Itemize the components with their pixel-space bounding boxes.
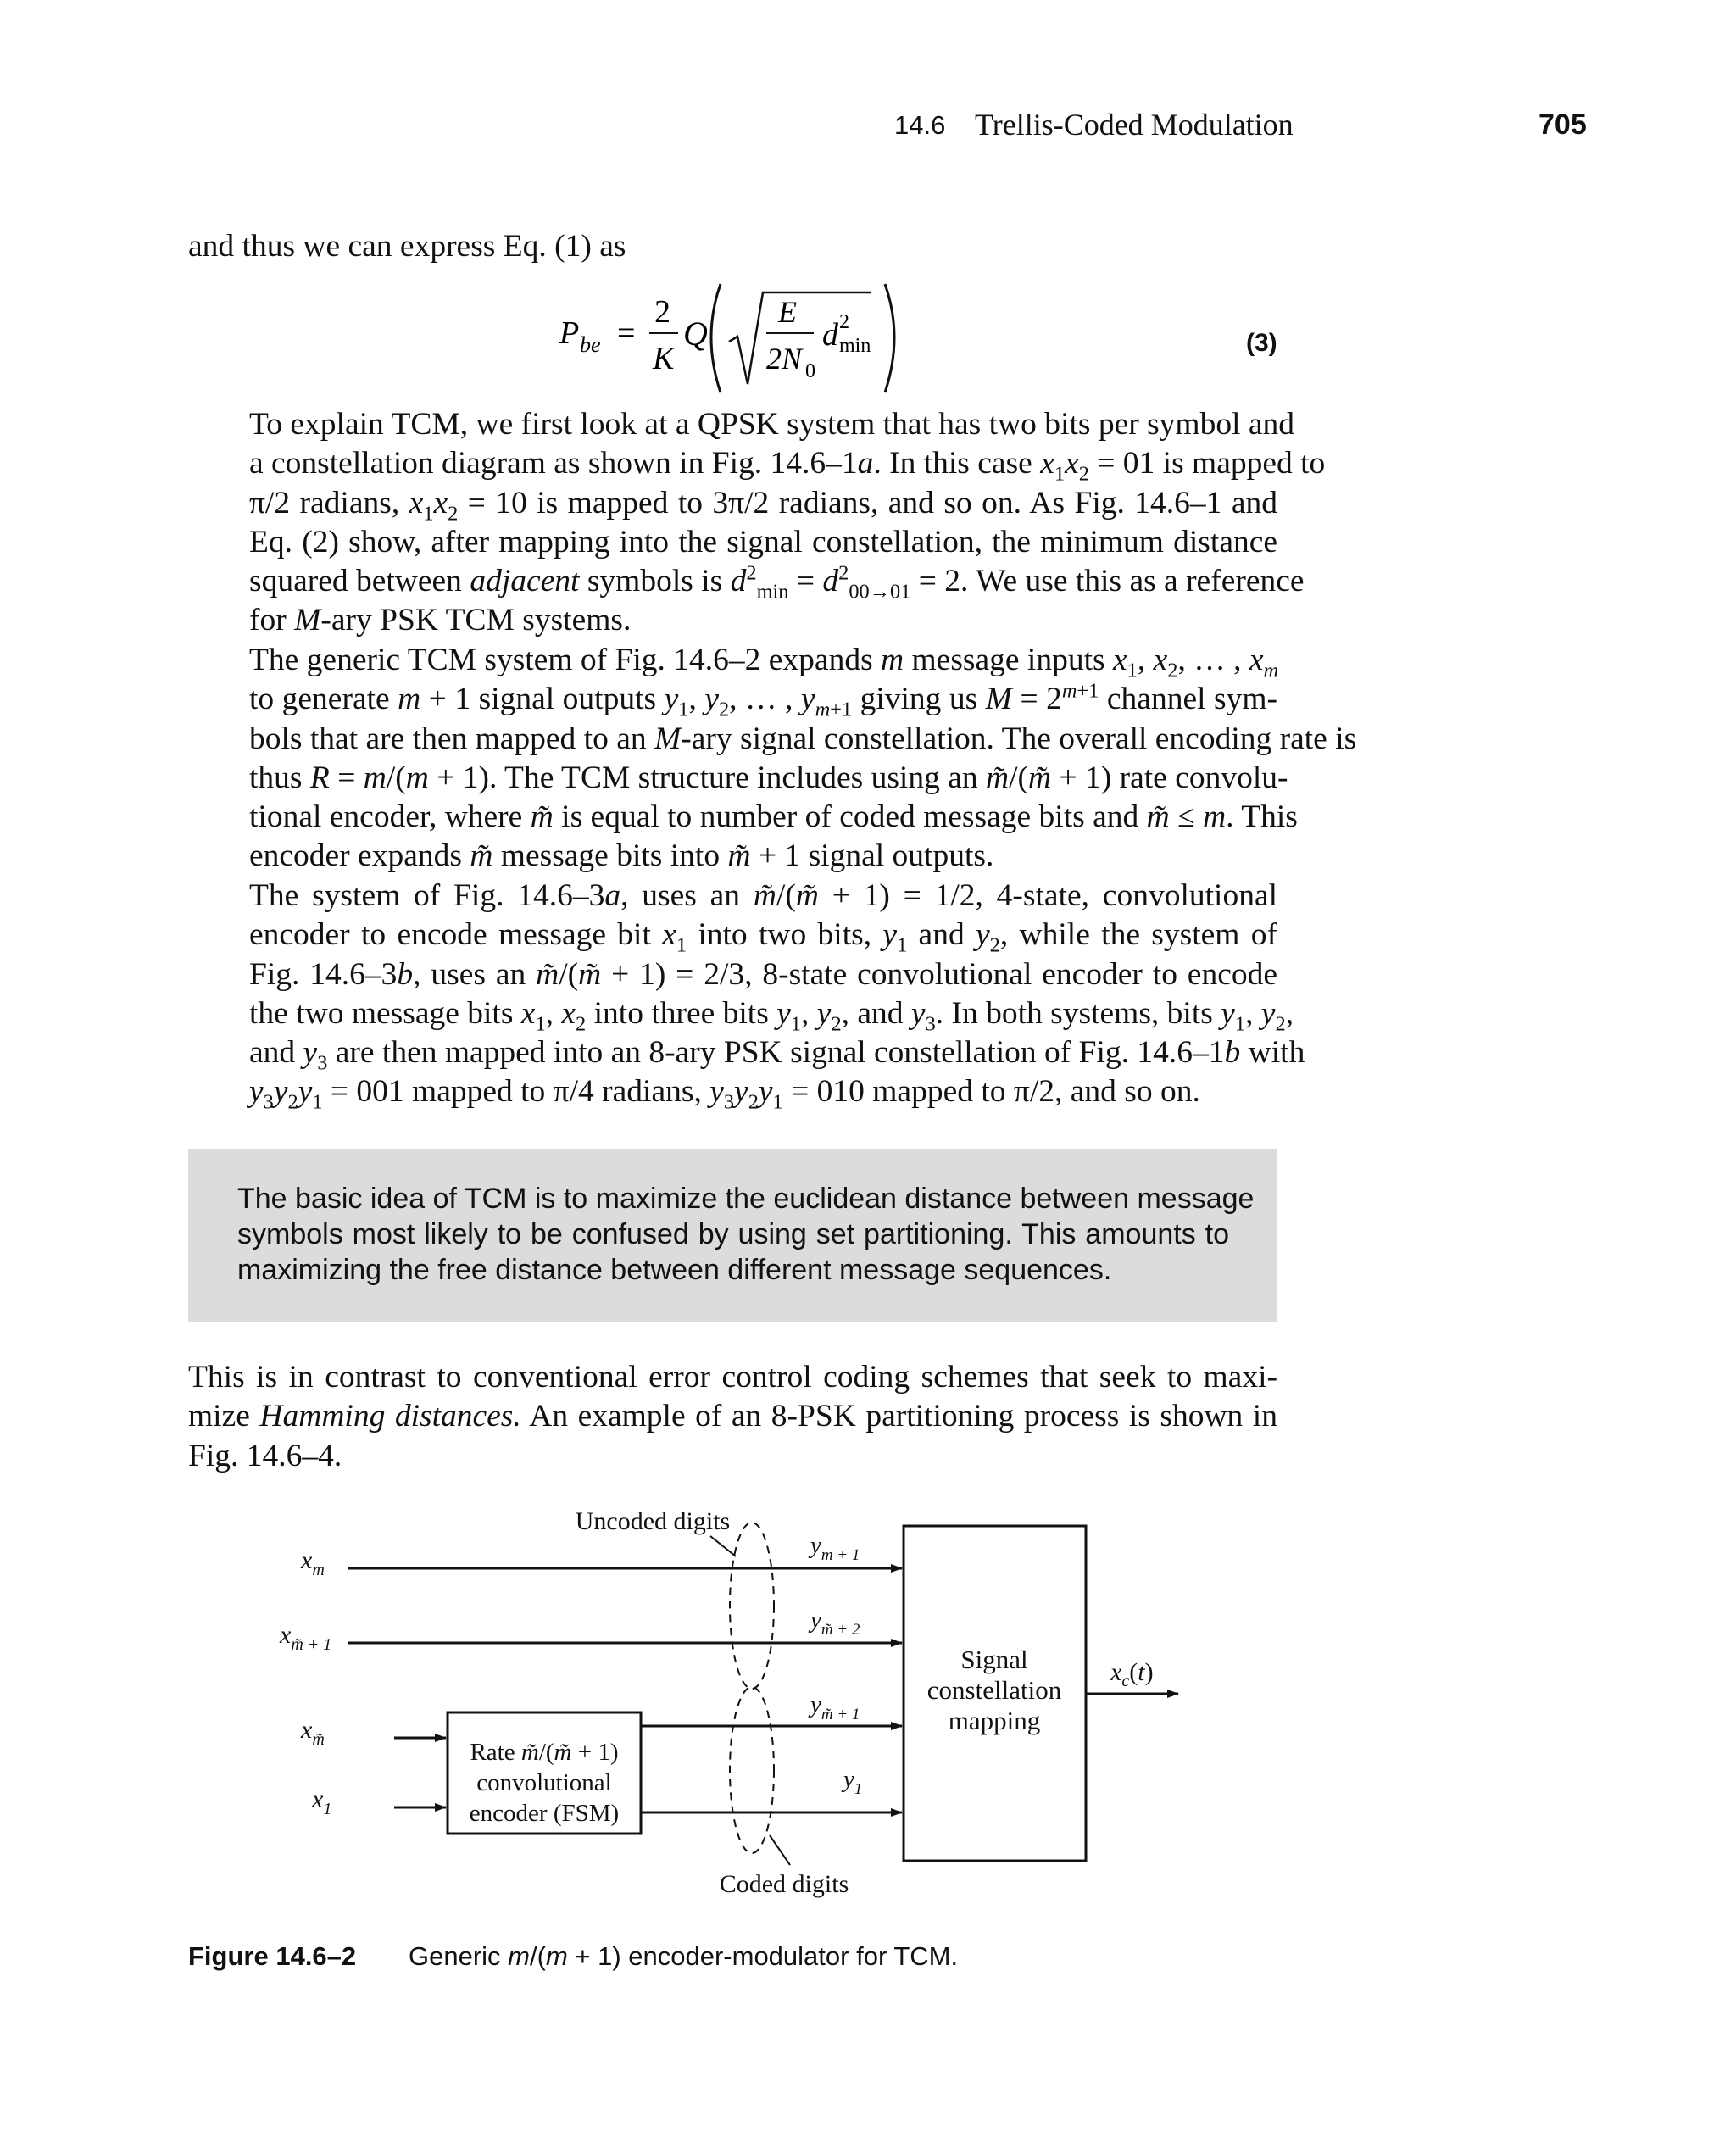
caption-label: Figure 14.6–2 xyxy=(188,1941,357,1971)
input-xmt-label: $x_{m̃}$ xyxy=(301,1716,325,1749)
paragraph-generic-tcm: The generic TCM system of Fig. 14.6–2 expands m message inputs $x_1$, $x_2$, … , $x_m$ to generate m + 1 signal outputs $y_1$, $y_2$, … , $y_{m+1}$ giving us $M = 2^{m+1}$ channel sym- bols that are then mapped to an M-ary signal constellation. The overall encoding rate is thus R = m/(m + 1). The TCM structure includes using an m̃/(m̃ + 1) rate convolu- tional encoder, where m̃ is equal to number of coded message bits and m̃ ≤ m. This encoder expands m̃ message bits into m̃ + 1 signal outputs. xyxy=(249,643,1357,874)
section-title: Trellis-Coded Modulation xyxy=(975,108,1294,142)
uncoded-ellipse xyxy=(730,1523,774,1689)
mapper-label-3: mapping xyxy=(948,1706,1041,1735)
callout-text: The basic idea of TCM is to maximize the euclidean distance between message symbols most likely to be confused by using set partitioning. This amounts to maximizing the free distance between different message sequences. xyxy=(237,1183,1255,1286)
svg-text:K: K xyxy=(653,341,675,376)
paragraph-qpsk: To explain TCM, we first look at a QPSK system that has two bits per symbol and a constellation diagram as shown in Fig. 14.6–1a. In this case $x_1x_2 = 01$ is mapped to π/2 radians, $x_1x_2 = 10$ is mapped to 3π/2 radians, and so on. As Fig. 14.6–1 and Eq. (2) show, after mapping into the signal constellation, the minimum distance squared between adjacent symbols is $d^2_{min} = d^2_{00\to 01} = 2$. We use this as a reference for M-ary PSK TCM systems. xyxy=(249,407,1326,638)
input-x1-label: $x_1$ xyxy=(312,1785,332,1818)
coded-pointer xyxy=(770,1835,790,1865)
callout-box xyxy=(188,1149,1277,1322)
mapper-label-2: constellation xyxy=(926,1675,1062,1705)
input-xm1-label: $x_{m̃ + 1}$ xyxy=(280,1621,332,1654)
encoder-label-2: convolutional xyxy=(476,1769,612,1796)
equation-number: (3) xyxy=(1246,329,1277,357)
paragraph-hamming: This is in contrast to conventional error control coding schemes that seek to maxi- mize Hamming distances. An example of an 8-PSK partitioning process is shown in Fig. 14.6–4. xyxy=(188,1360,1277,1473)
svg-text:min: min xyxy=(839,335,871,357)
paragraph-example-systems: The system of Fig. 14.6–3a, uses an m̃/(m̃ + 1) = 1/2, 4-state, convolutional encoder to encode message bit $x_1$ into two bits, $y_1$ and $y_2$, while the system of Fig. 14.6–3b, uses an m̃/(m̃ + 1) = 2/3, 8-state convolutional encoder to encode the two message bits $x_1$, $x_2$ into three bits $y_1$, $y_2$, and $y_3$. In both systems, bits $y_1$, $y_2$, and $y_3$ are then mapped into an 8-ary PSK signal constellation of Fig. 14.6–1b with $y_3y_2y_1 = 001$ mapped to π/4 radians, $y_3y_2y_1 = 010$ mapped to π/2, and so on. xyxy=(249,878,1305,1114)
output-y1-label: $y_1$ xyxy=(843,1766,863,1798)
svg-text:Q: Q xyxy=(683,315,708,353)
caption-text: Generic m/(m + 1) encoder-modulator for TCM. xyxy=(409,1941,959,1971)
svg-text:P: P xyxy=(559,315,580,351)
encoder-label-3: encoder (FSM) xyxy=(469,1800,620,1827)
running-header xyxy=(0,110,1736,144)
uncoded-digits-label: Uncoded digits xyxy=(575,1507,731,1535)
equation-3 xyxy=(559,276,949,403)
section-number: 14.6 xyxy=(894,110,946,140)
mapper-label-1: Signal xyxy=(960,1645,1028,1674)
output-ymt1-label: $y_{m̃ + 1}$ xyxy=(810,1691,860,1723)
figure-caption xyxy=(188,1941,959,1972)
intro-text: and thus we can express Eq. (1) as xyxy=(188,229,626,264)
svg-text:2: 2 xyxy=(839,311,849,333)
coded-digits-label: Coded digits xyxy=(719,1870,849,1898)
svg-text:be: be xyxy=(580,332,601,357)
svg-text:d: d xyxy=(822,317,838,353)
block-diagram xyxy=(254,1500,1204,1924)
output-label: $x_c(t)$ xyxy=(1110,1658,1154,1690)
encoder-label-1: Rate m̃/(m̃ + 1) xyxy=(470,1739,619,1766)
svg-text:0: 0 xyxy=(805,360,815,382)
coded-ellipse xyxy=(730,1687,774,1853)
input-xm-label: $x_m$ xyxy=(301,1546,325,1579)
svg-text:2N: 2N xyxy=(766,342,803,376)
page-number: 705 xyxy=(1538,109,1587,141)
svg-text:=: = xyxy=(617,315,636,351)
output-ym2-label: $y_{m̃ + 2}$ xyxy=(810,1606,860,1639)
svg-text:E: E xyxy=(778,295,797,329)
output-ym1-label: $y_{m + 1}$ xyxy=(810,1532,860,1564)
uncoded-pointer xyxy=(710,1536,736,1556)
svg-text:2: 2 xyxy=(654,294,670,330)
